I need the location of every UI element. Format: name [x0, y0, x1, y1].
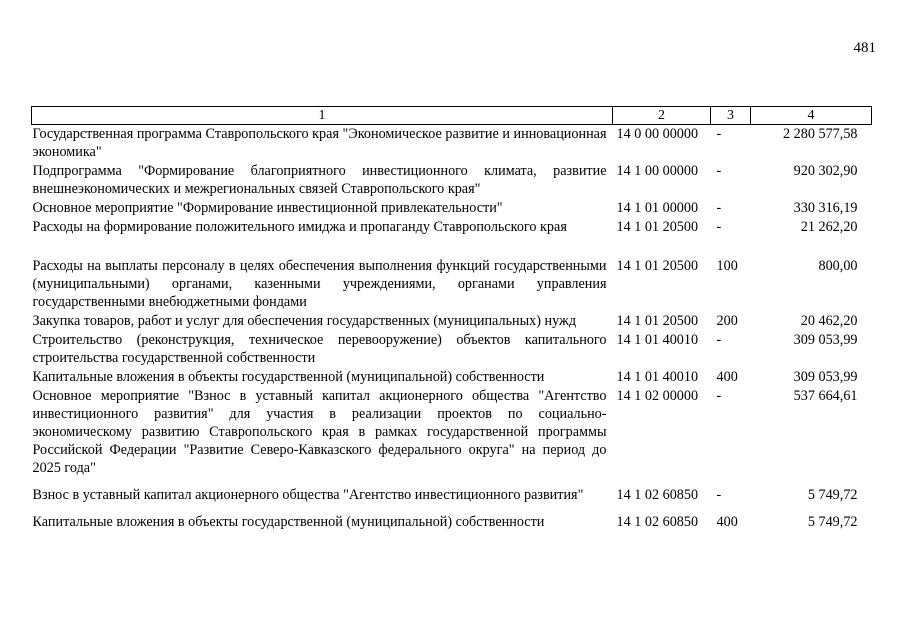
- row-amount: 330 316,19: [793, 200, 858, 216]
- table-row: [32, 125, 872, 163]
- row-code: 14 1 01 20500: [616, 313, 699, 329]
- table-row: [32, 237, 872, 312]
- row-name: Закупка товаров, работ и услуг для обеспечения государственных (муниципальных) нужд: [32, 313, 577, 329]
- row-vr: 400: [716, 369, 738, 385]
- row-code: 14 1 02 60850: [616, 514, 699, 530]
- row-name: Взнос в уставный капитал акционерного общества "Агентство инвестиционного развития": [32, 487, 584, 503]
- header-col-amount: 4: [751, 107, 872, 125]
- header-col-name: 1: [32, 107, 613, 125]
- row-vr: 200: [716, 313, 738, 329]
- row-amount: 21 262,20: [800, 219, 858, 235]
- row-name: Государственная программа Ставропольского края "Экономическое развитие и инновационная экономика": [32, 126, 607, 160]
- row-code: 14 1 02 00000: [616, 388, 699, 404]
- row-code: 14 1 01 20500: [616, 258, 699, 274]
- row-vr: 400: [716, 514, 738, 530]
- row-vr: -: [716, 487, 722, 503]
- row-name: Строительство (реконструкция, техническое перевооружение) объектов капитального строительства государственной собственности: [32, 332, 607, 366]
- page-number: 481: [853, 40, 876, 56]
- table-row: [32, 331, 872, 368]
- header-row: [32, 107, 872, 125]
- table-row: [32, 312, 872, 331]
- budget-table-container: [31, 106, 871, 532]
- budget-table: [31, 106, 872, 532]
- row-vr: 100: [716, 258, 738, 274]
- header-col-code: 2: [613, 107, 711, 125]
- row-code: 14 1 00 00000: [616, 163, 699, 179]
- row-vr: -: [716, 388, 722, 404]
- table-row: [32, 478, 872, 505]
- table-row: [32, 505, 872, 532]
- row-vr: -: [716, 163, 722, 179]
- row-amount: 309 053,99: [793, 332, 858, 348]
- row-amount: 5 749,72: [807, 514, 858, 530]
- row-vr: -: [716, 332, 722, 348]
- row-vr: -: [716, 219, 722, 235]
- row-name: Основное мероприятие "Формирование инвестиционной привлекательности": [32, 200, 503, 216]
- table-row: [32, 199, 872, 218]
- row-name: Расходы на выплаты персоналу в целях обеспечения выполнения функций государственными (муниципальными) органами, казенными учреждениями, органами управления государственными внебюджетными фондами: [32, 258, 607, 310]
- row-name: Основное мероприятие "Взнос в уставный капитал акционерного общества "Агентство инвестиционного развития" для участия в реализации проектов по социально-экономическому развитию Ставропольского края в рамках государственной программы Российской Федерации "Развитие Северо-Кавказского федерального округа" на период до 2025 года": [32, 388, 607, 476]
- row-name: Капитальные вложения в объекты государственной (муниципальной) собственности: [32, 514, 545, 530]
- row-code: 14 1 01 40010: [616, 369, 699, 385]
- row-vr: -: [716, 200, 722, 216]
- row-name: Расходы на формирование положительного имиджа и пропаганду Ставропольского края: [32, 219, 567, 235]
- table-row: [32, 368, 872, 387]
- table-row: [32, 162, 872, 199]
- row-amount: 5 749,72: [807, 487, 858, 503]
- row-vr: -: [716, 126, 722, 142]
- header-col-vr: 3: [711, 107, 751, 125]
- row-code: 14 1 02 60850: [616, 487, 699, 503]
- row-amount: 920 302,90: [793, 163, 858, 179]
- table-row: [32, 218, 872, 237]
- row-code: 14 1 01 40010: [616, 332, 699, 348]
- row-amount: 800,00: [818, 258, 858, 274]
- row-amount: 2 280 577,58: [783, 126, 858, 142]
- row-amount: 20 462,20: [800, 313, 858, 329]
- row-name: Подпрограмма "Формирование благоприятного инвестиционного климата, развитие внешнеэкономических и межрегиональных связей Ставропольского края": [32, 163, 607, 197]
- row-amount: 537 664,61: [793, 388, 858, 404]
- row-code: 14 0 00 00000: [616, 126, 699, 142]
- row-name: Капитальные вложения в объекты государственной (муниципальной) собственности: [32, 369, 545, 385]
- row-amount: 309 053,99: [793, 369, 858, 385]
- row-code: 14 1 01 20500: [616, 219, 699, 235]
- row-code: 14 1 01 00000: [616, 200, 699, 216]
- table-row: [32, 387, 872, 478]
